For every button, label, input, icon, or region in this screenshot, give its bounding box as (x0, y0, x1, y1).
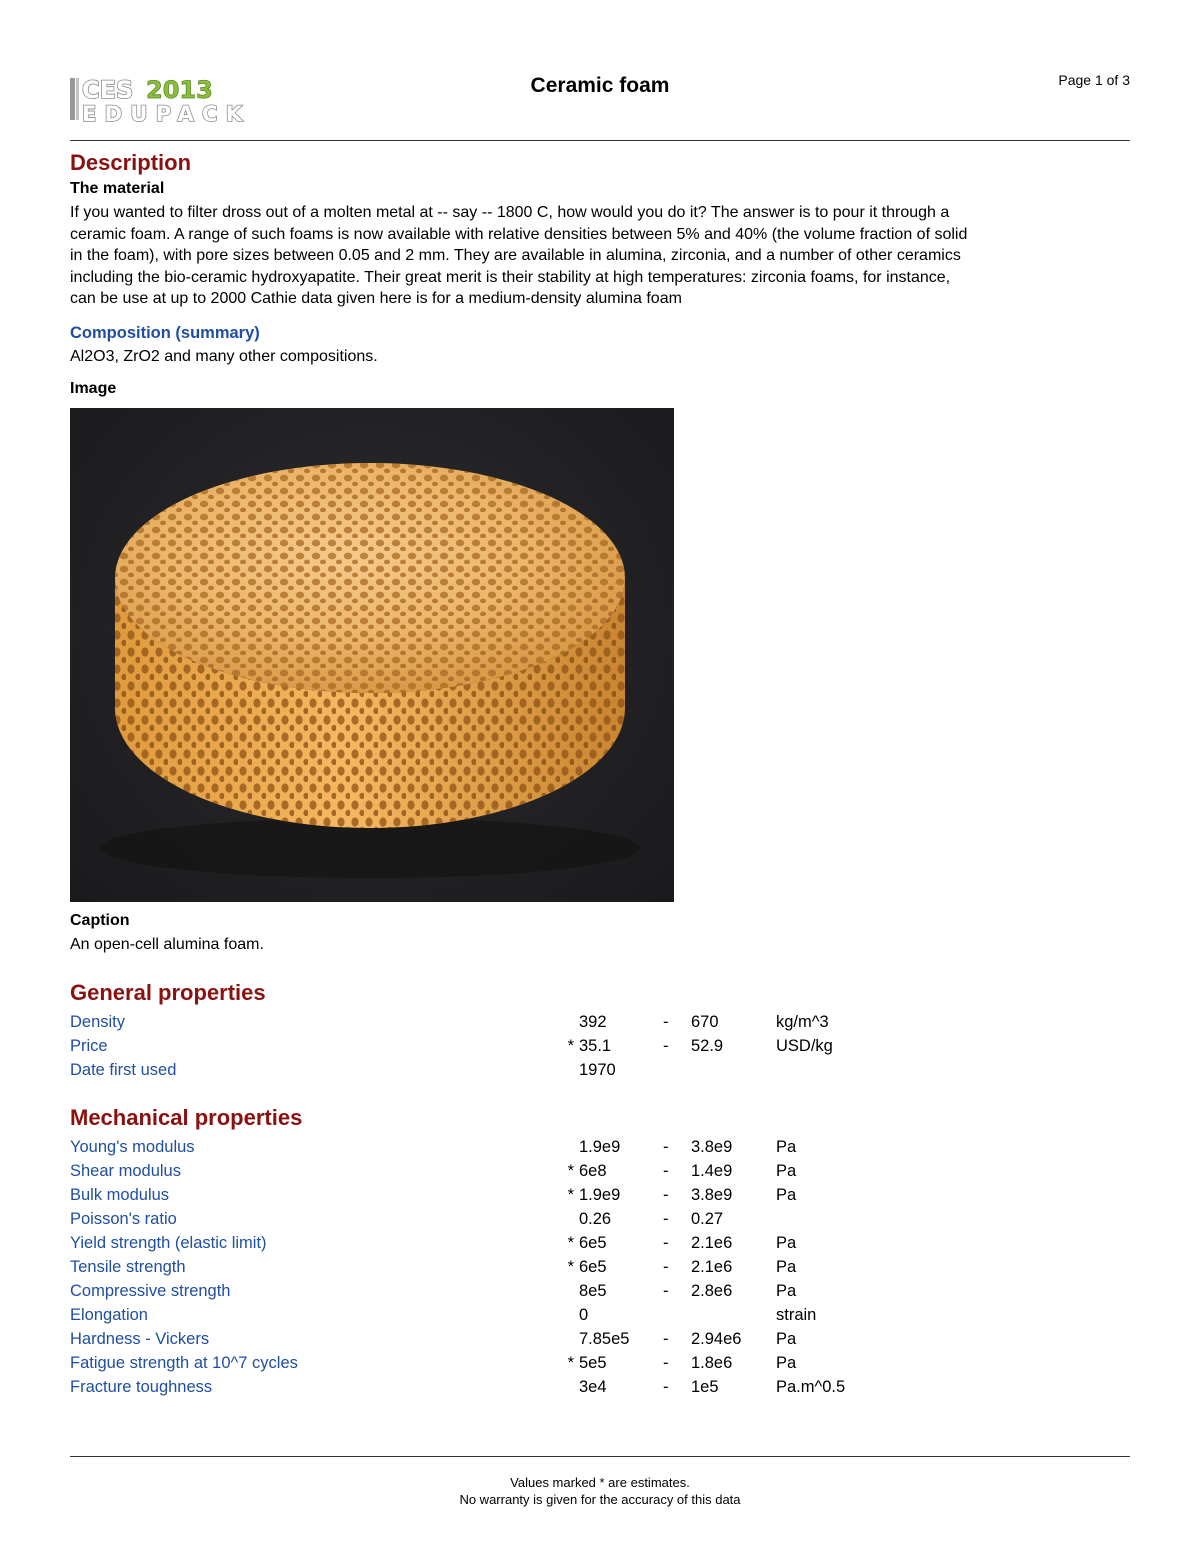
estimate-marker: * (567, 1185, 574, 1204)
range-dash: - (663, 1185, 669, 1204)
estimate-marker: * (567, 1161, 574, 1180)
value-low: 0 (579, 1305, 589, 1324)
value-low: 1970 (579, 1060, 616, 1079)
material-text: If you wanted to filter dross out of a molten metal at -- say -- 1800 C, how would you do it? The answer is to pour it through a ceramic foam. A range of such foams is now available with relative densities between 5% and 40% (the volume fraction of solid in the foam), with pore sizes between 0.05 and 2 mm. They are available in alumina, zirconia, and a number of other ceramics including the bio-ceramic hydroxyapatite. Their great merit is their stability at high temperatures: zirconia foams, for instance, can be use at up to 2000 Cathie data given here is for a medium-density alumina foam (70, 204, 968, 307)
table-row (70, 1375, 1130, 1399)
value-low: 5e5 (579, 1353, 607, 1372)
mechanical-properties-heading: Mechanical properties (70, 1104, 303, 1130)
value-low: 392 (579, 1012, 607, 1031)
page-footer (0, 1474, 1200, 1508)
property-name: Fracture toughness (70, 1377, 213, 1396)
ceramic-foam-photo (70, 408, 674, 902)
material-heading: The material (70, 180, 165, 197)
value-low: 35.1 (579, 1036, 612, 1055)
composition-heading: Composition (summary) (70, 323, 260, 342)
property-name: Date first used (70, 1060, 177, 1079)
property-name: Young's modulus (70, 1137, 195, 1156)
unit: Pa (776, 1353, 797, 1372)
property-name: Bulk modulus (70, 1185, 170, 1204)
range-dash: - (663, 1257, 669, 1276)
table-row (70, 1135, 1130, 1159)
table-row (70, 1207, 1130, 1231)
footer-estimates-note: Values marked * are estimates. (510, 1475, 690, 1490)
document-title: Ceramic foam (530, 74, 670, 97)
estimate-marker: * (567, 1036, 574, 1055)
property-name: Yield strength (elastic limit) (70, 1233, 267, 1252)
range-dash: - (663, 1233, 669, 1252)
value-high: 2.8e6 (691, 1281, 733, 1300)
value-low: 7.85e5 (579, 1329, 630, 1348)
table-row (70, 1058, 1130, 1082)
table-row (70, 1303, 1130, 1327)
mechanical-properties-table (70, 1135, 1130, 1399)
table-row (70, 1279, 1130, 1303)
table-row (70, 1183, 1130, 1207)
property-name: Fatigue strength at 10^7 cycles (70, 1353, 298, 1372)
unit: Pa (776, 1329, 797, 1348)
unit: Pa.m^0.5 (776, 1377, 846, 1396)
page-indicator: Page 1 of 3 (1058, 72, 1130, 88)
svg-text:CES: CES (82, 76, 134, 104)
value-low: 6e5 (579, 1257, 607, 1276)
estimate-marker: * (567, 1233, 574, 1252)
range-dash: - (663, 1012, 669, 1031)
header-divider (70, 140, 1130, 141)
value-high: 1.4e9 (691, 1161, 733, 1180)
footer-warranty-note: No warranty is given for the accuracy of this data (459, 1492, 741, 1507)
table-row (70, 1231, 1130, 1255)
range-dash: - (663, 1329, 669, 1348)
page-header (70, 72, 1130, 132)
unit: Pa (776, 1281, 797, 1300)
value-high: 2.94e6 (691, 1329, 742, 1348)
value-high: 2.1e6 (691, 1257, 733, 1276)
unit: Pa (776, 1161, 797, 1180)
composition-text: Al2O3, ZrO2 and many other compositions. (70, 347, 378, 365)
value-high: 52.9 (691, 1036, 724, 1055)
general-properties-heading: General properties (70, 979, 266, 1005)
table-row (70, 1351, 1130, 1375)
range-dash: - (663, 1281, 669, 1300)
value-high: 3.8e9 (691, 1137, 733, 1156)
value-high: 1e5 (691, 1377, 719, 1396)
range-dash: - (663, 1036, 669, 1055)
value-low: 1.9e9 (579, 1185, 621, 1204)
unit: Pa (776, 1185, 797, 1204)
property-name: Shear modulus (70, 1161, 181, 1180)
value-low: 3e4 (579, 1377, 607, 1396)
unit: Pa (776, 1233, 797, 1252)
general-properties-table (70, 1010, 1130, 1082)
svg-text:EDUPACK: EDUPACK (82, 102, 242, 126)
table-row (70, 1010, 1130, 1034)
unit: Pa (776, 1257, 797, 1276)
svg-text:2013: 2013 (146, 76, 213, 104)
value-low: 0.26 (579, 1209, 612, 1228)
property-name: Density (70, 1012, 126, 1031)
range-dash: - (663, 1377, 669, 1396)
description-heading: Description (70, 150, 192, 175)
value-high: 2.1e6 (691, 1233, 733, 1252)
main-content (70, 148, 1130, 1399)
unit: kg/m^3 (776, 1012, 829, 1031)
estimate-marker: * (567, 1353, 574, 1372)
caption-text: An open-cell alumina foam. (70, 936, 264, 953)
value-low: 6e8 (579, 1161, 607, 1180)
range-dash: - (663, 1161, 669, 1180)
estimate-marker: * (567, 1257, 574, 1276)
unit: strain (776, 1305, 817, 1324)
table-row (70, 1327, 1130, 1351)
property-name: Poisson's ratio (70, 1209, 177, 1228)
range-dash: - (663, 1137, 669, 1156)
property-name: Elongation (70, 1305, 148, 1324)
property-name: Price (70, 1036, 108, 1055)
value-high: 3.8e9 (691, 1185, 733, 1204)
value-low: 6e5 (579, 1233, 607, 1252)
caption-heading: Caption (70, 912, 130, 929)
value-high: 670 (691, 1012, 719, 1031)
range-dash: - (663, 1353, 669, 1372)
range-dash: - (663, 1209, 669, 1228)
value-low: 1.9e9 (579, 1137, 621, 1156)
property-name: Hardness - Vickers (70, 1329, 210, 1348)
property-name: Compressive strength (70, 1281, 231, 1300)
value-high: 1.8e6 (691, 1353, 733, 1372)
table-row (70, 1159, 1130, 1183)
unit: Pa (776, 1137, 797, 1156)
image-heading: Image (70, 380, 117, 397)
table-row (70, 1034, 1130, 1058)
value-high: 0.27 (691, 1209, 724, 1228)
property-name: Tensile strength (70, 1257, 186, 1276)
unit: USD/kg (776, 1036, 833, 1055)
value-low: 8e5 (579, 1281, 607, 1300)
table-row (70, 1255, 1130, 1279)
footer-divider (70, 1456, 1130, 1457)
